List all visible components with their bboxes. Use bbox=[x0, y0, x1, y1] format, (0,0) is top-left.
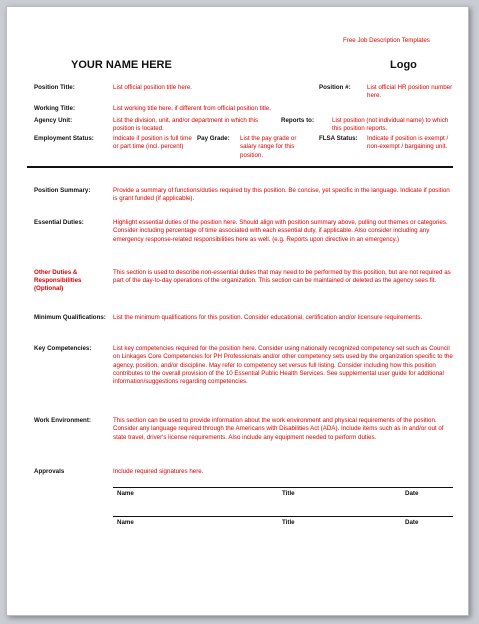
approvals-text: Include required signatures here. bbox=[113, 468, 204, 475]
key-competencies-label: Key Competencies: bbox=[34, 345, 92, 352]
pay-grade-label: Pay Grade: bbox=[197, 135, 230, 142]
pay-grade-value: List the pay grade or salary range for this position. bbox=[240, 135, 297, 159]
other-duties-label: Other Duties & Responsibilities (Optional) bbox=[34, 269, 82, 292]
signature-date-label: Date bbox=[405, 519, 419, 526]
position-summary-text: Provide a summary of functions/duties required by this position. Be concise, yet specific in the language. Indicate if position is grant funded (if applicable). bbox=[113, 187, 450, 203]
signature-title-label: Title bbox=[282, 490, 295, 497]
minimum-qualifications-text: List the minimum qualifications for this position. Consider educational, certification and/or licensure requirements. bbox=[113, 314, 423, 321]
work-environment-label: Work Environment: bbox=[34, 417, 91, 424]
signature-name-label: Name bbox=[117, 519, 134, 526]
key-competencies-text: List key competencies required for the position here. Consider using nationally recognized competency set such as Council on Linkages Core Competencies for PH Professionals and/or other competency sets used by the organization specific to the agency, position, and/or discipline. May refer to competency set versus full listing. Consider including how this position contributes to the overall provision of the 10 Essential Public Health Services. See supplemental user guide for additional information/suggestions regarding competencies. bbox=[113, 345, 453, 386]
working-title-label: Working Title: bbox=[34, 105, 76, 112]
signature-name-label: Name bbox=[117, 490, 134, 497]
signature-line-2 bbox=[113, 516, 453, 517]
position-number-value: List official HR position number here. bbox=[367, 84, 453, 100]
position-title-value: List official position title here. bbox=[113, 84, 192, 91]
name-heading: YOUR NAME HERE bbox=[71, 59, 172, 71]
working-title-value: List working title here, if different from official position title. bbox=[113, 105, 271, 112]
signature-title-label: Title bbox=[282, 519, 295, 526]
reports-to-label: Reports to: bbox=[281, 117, 314, 124]
agency-unit-label: Agency Unit: bbox=[34, 117, 73, 124]
position-number-label: Position #: bbox=[319, 84, 351, 91]
minimum-qualifications-label: Minimum Qualifications: bbox=[34, 314, 106, 321]
employment-status-label: Employment Status: bbox=[34, 135, 94, 142]
document-page bbox=[6, 6, 469, 616]
flsa-status-value: Indicate if position is exempt / non-exempt / bargaining unit. bbox=[367, 135, 449, 151]
approvals-label: Approvals bbox=[34, 468, 65, 475]
work-environment-text: This section can be used to provide information about the work environment and physical requirements of the position. Consider any language required through the Americans with Disabilities Act (ADA). Include items such as in and/or out of state travel, driver's license requirements. Also include any equipment needed to perform duties. bbox=[113, 417, 444, 441]
signature-date-label: Date bbox=[405, 490, 419, 497]
logo-placeholder: Logo bbox=[390, 59, 417, 71]
position-title-label: Position Title: bbox=[34, 84, 75, 91]
other-duties-text: This section is used to describe non-essential duties that may need to be performed by this position, but are not required as part of the day-to-day operations of the organization. This section can be maintained or deleted as the agency sees fit. bbox=[113, 269, 451, 285]
header-divider bbox=[27, 166, 453, 168]
agency-unit-value: List the division, unit, and/or department in which this position is located. bbox=[113, 117, 259, 133]
employment-status-value: Indicate if position is full time or part time (incl. percent) bbox=[113, 135, 192, 151]
reports-to-value: List position (not individual name) to which this position reports. bbox=[332, 117, 449, 133]
flsa-status-label: FLSA Status: bbox=[319, 135, 358, 142]
essential-duties-text: Highlight essential duties of the position here. Should align with position summary above, pulling out themes or categories. Consider including percentage of time associated with each essential duty, if applicable. Also consider including any emergency response-related responsibilities here as well. (e.g. Reports upon directive in an emergency.) bbox=[113, 219, 448, 243]
signature-line-1 bbox=[113, 487, 453, 488]
template-tag: Free Job Description Templates bbox=[343, 37, 430, 44]
position-summary-label: Position Summary: bbox=[34, 187, 91, 194]
essential-duties-label: Essential Duties: bbox=[34, 219, 84, 226]
